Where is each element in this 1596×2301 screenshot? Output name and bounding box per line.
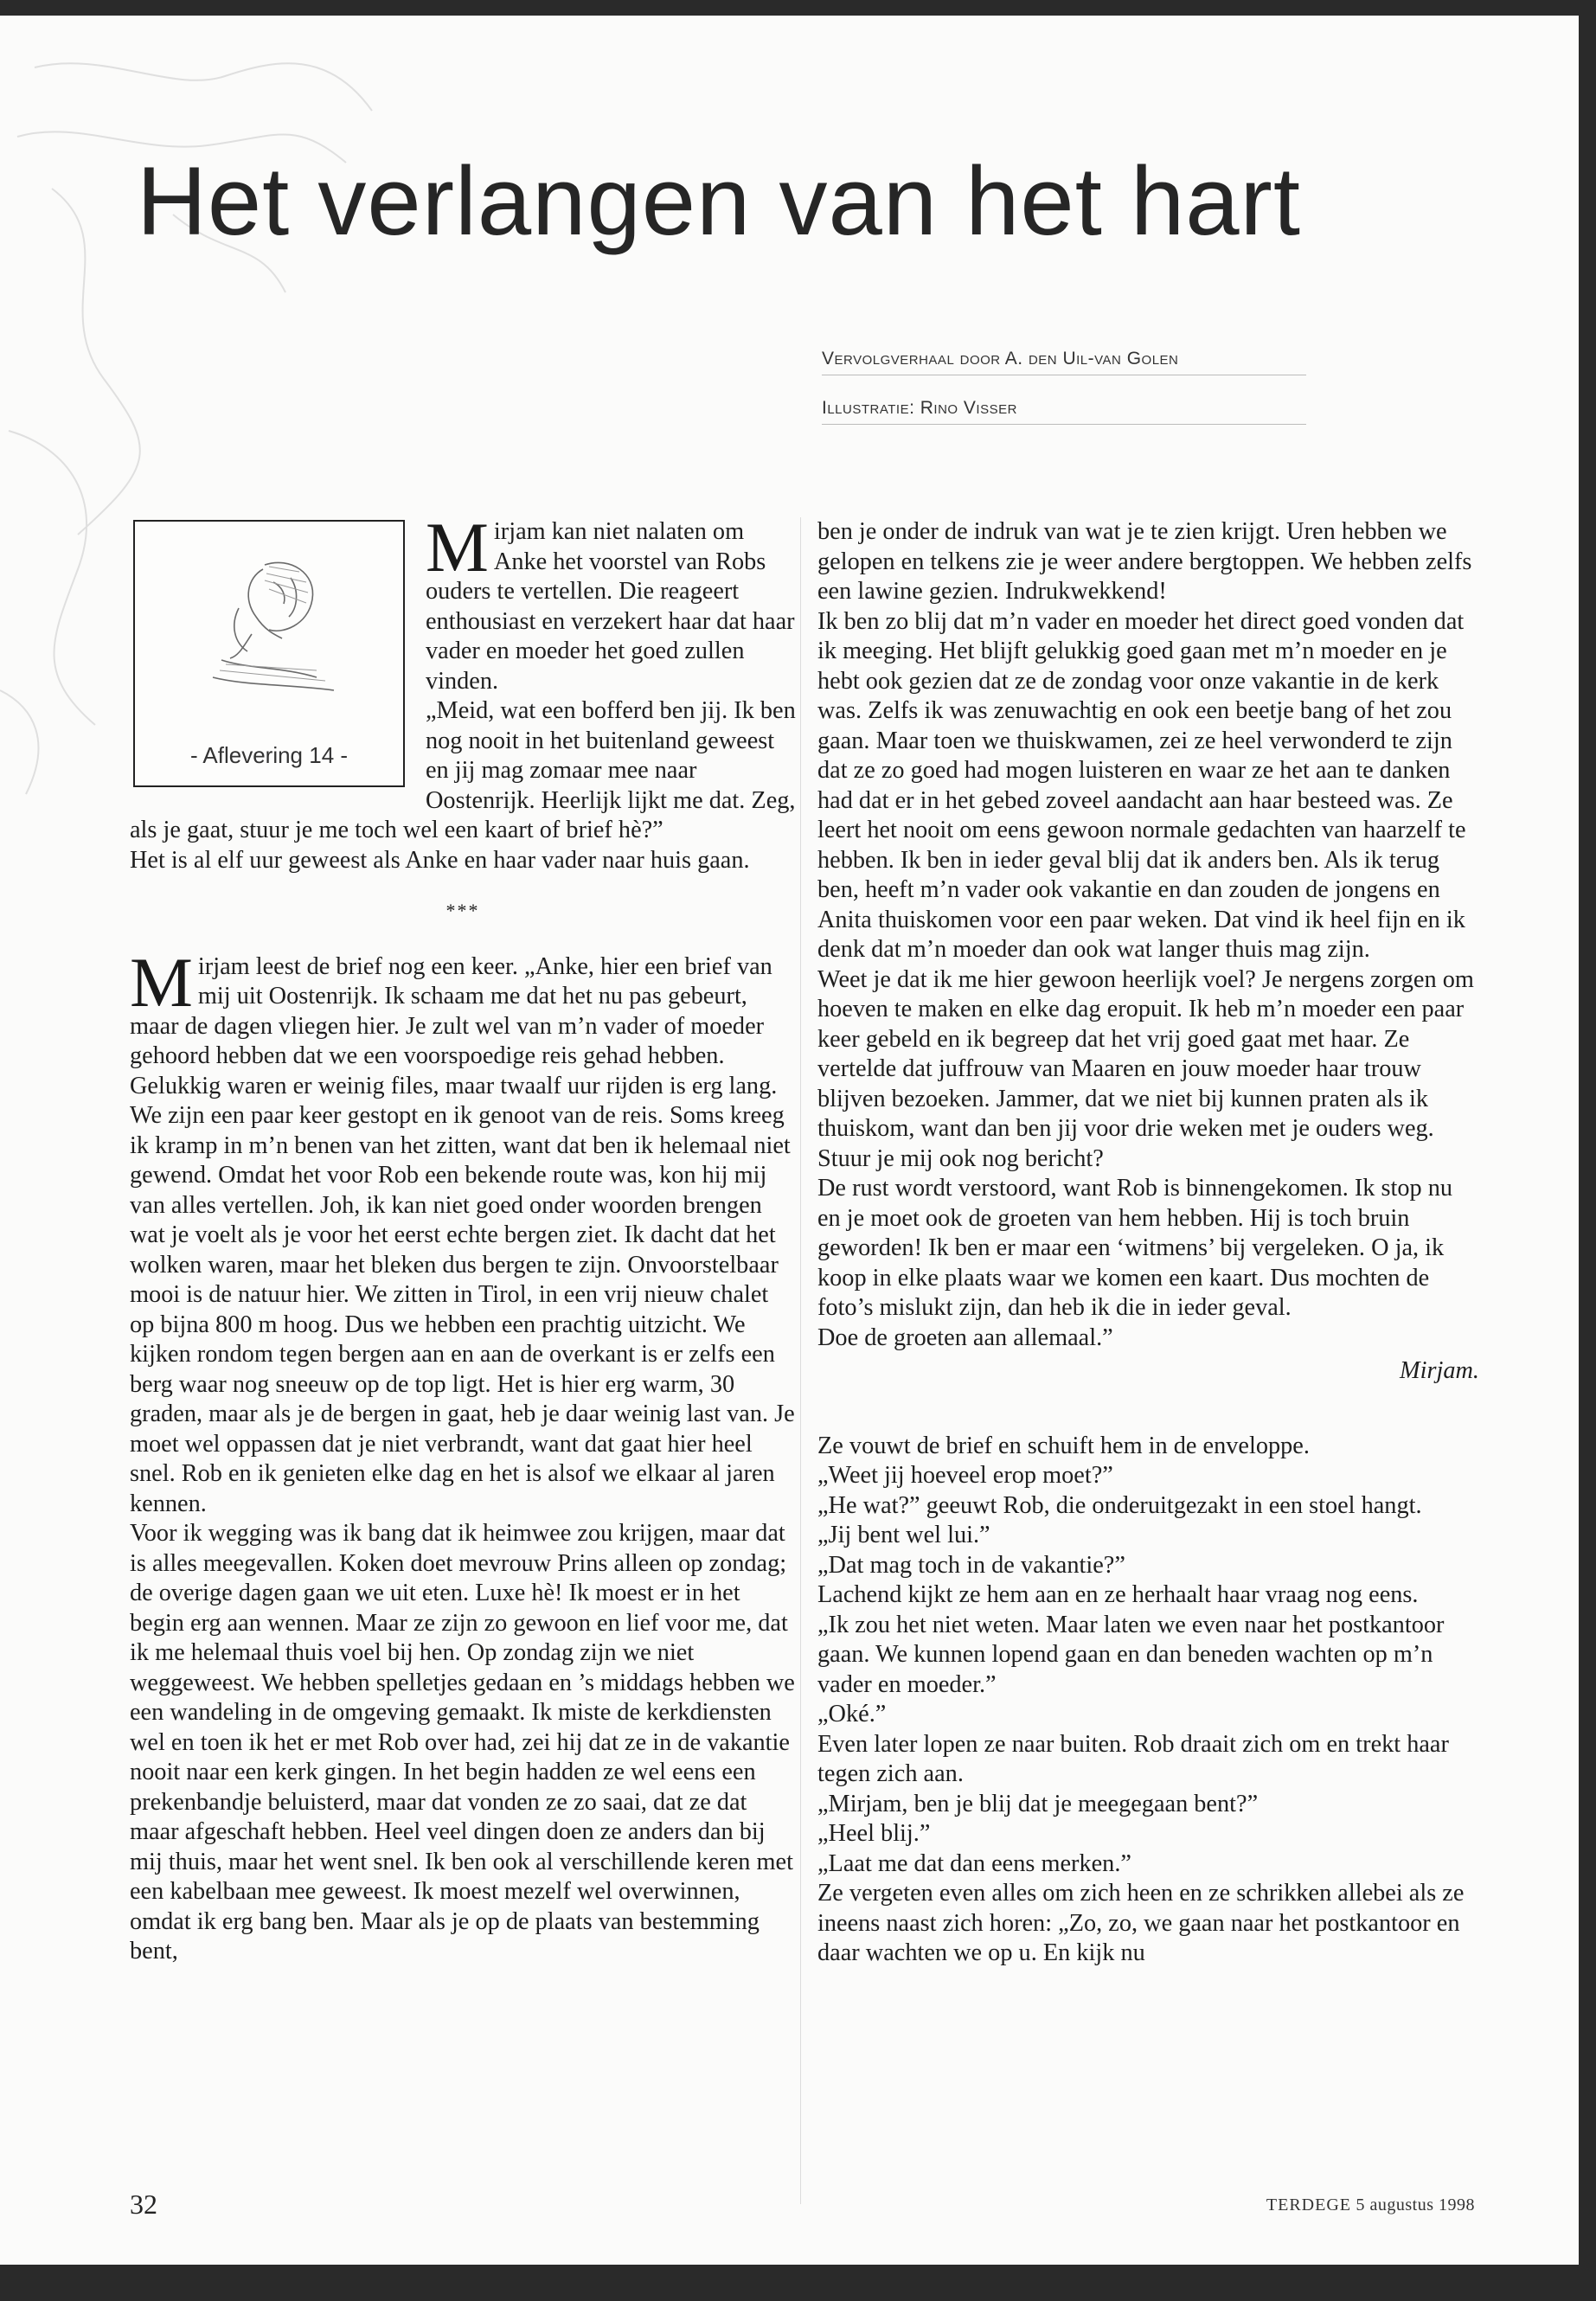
paragraph: Ze vergeten even alles om zich heen en ze schrikken allebei als ze ineens naast zich horen: „Zo, zo, we gaan naar het postkantoor en daar wachten we op u. En kijk nu	[817, 1880, 1465, 1966]
section-separator: ***	[445, 900, 480, 921]
author-credit	[822, 349, 1306, 375]
paragraph: „Meid, wat een bofferd ben jij. Ik ben nog nooit in het buitenland geweest en jij mag zomaar mee naar Oostenrijk. Heerlijk lijkt me dat. Zeg, als je gaat, stuur je me toch wel een kaart of brief hè?”	[130, 697, 796, 843]
paragraph: „He wat?” geeuwt Rob, die onderuitgezakt in een stoel hangt.	[817, 1491, 1422, 1519]
paragraph: „Ik zou het niet weten. Maar laten we even naar het postkantoor gaan. We kunnen lopend gaan en dan beneden wachten op m’n vader en moeder.”	[817, 1611, 1445, 1698]
dropcap-m: M	[426, 508, 489, 586]
letter-paragraph	[130, 942, 796, 1520]
paragraph: „Oké.”	[817, 1701, 887, 1727]
paragraph: „Heel blij.”	[817, 1820, 931, 1847]
magazine-name: TERDEGE	[1266, 2195, 1351, 2214]
episode-label: - Aflevering 14 -	[189, 741, 349, 768]
paragraph: Even later lopen ze naar buiten. Rob draait zich om en trekt haar tegen zich aan.	[817, 1730, 1449, 1787]
article-title: Het verlangen van het hart	[137, 147, 1301, 255]
paragraph: Ze vouwt de brief en schuift hem in de enveloppe.	[817, 1432, 1310, 1459]
intro-text: irjam kan niet nalaten om Anke het voorstel van Robs ouders te vertellen. Die reageert enthousiast en verzekert haar dat haar vader en moeder het goed zullen vinden.	[426, 518, 795, 695]
paragraph: Ik ben zo blij dat m’n vader en moeder het direct goed vonden dat ik meeging. Het blijft gelukkig goed gaan met m’n moeder en je hebt ook gezien dat ze de zondag voor onze vakantie in de kerk was. Zelfs ik was zenuwachtig en ook een beetje bang of het zou gaan. Maar toen we thuiskwamen, zei ze heel verwonderd te zijn dat ze zo goed had mogen luisteren en waar ze het aan te danken had dat er in het gebed zoveel aandacht aan haar besteed was. Ze leert het nooit om eens gewoon normale gedachten van haarzelf te hebben. Ik ben in ieder geval blij dat ik anders ben. Als ik terug ben, heeft m’n vader ook vakantie en dan zouden de jongens en Anita thuiskomen voor een paar weken. Dat vind ik heel fijn en ik denk dat m’n moeder dan ook wat langer thuis mag zijn.	[817, 607, 1466, 963]
paragraph: „Laat me dat dan eens merken.”	[817, 1849, 1131, 1877]
girl-sketch-illustration	[187, 548, 351, 712]
paragraph: Voor ik wegging was ik bang dat ik heimwee zou krijgen, maar dat is alles meegevallen. Koken doet mevrouw Prins alleen op zondag; de overige dagen gaan we uit eten. Luxe hè! Ik moest er in het begin erg aan wennen. Maar ze zijn zo gewoon en lief voor me, dat ik me helemaal thuis voel bij hen. Op zondag zijn we niet weggeweest. We hebben spelletjes gedaan en ’s middags hebben we een wandeling in de omgeving gemaakt. Ik miste de kerkdiensten wel en toen ik het er met Rob over had, zei hij dat ze in de vakantie nooit naar een kerk gingen. In het begin hadden ze wel eens een prekenbandje beluisterd, maar dat vonden ze zo saai, dat ze dat maar afgeschaft hebben. Heel veel dingen doen ze anders dan bij mij thuis, maar het went snel. Ik ben ook al verschillende keren met een kabelbaan mee geweest. Ik moest mezelf wel overwinnen, omdat ik erg bang ben. Maar als je op de plaats van bestemming bent,	[130, 1520, 795, 1965]
paragraph: „Weet jij hoeveel erop moet?”	[817, 1462, 1113, 1489]
illustration-credit	[822, 398, 1306, 425]
paragraph: Doe de groeten aan allemaal.”	[817, 1324, 1113, 1351]
episode-inset	[133, 520, 405, 787]
dropcap-m: M	[130, 942, 193, 1022]
paragraph: Lachend kijkt ze hem aan en ze herhaalt haar vraag nog eens.	[817, 1581, 1419, 1608]
left-column	[130, 508, 796, 1967]
publication-info	[1266, 2195, 1475, 2215]
paragraph: „Mirjam, ben je blij dat je meegegaan bent?”	[817, 1790, 1259, 1817]
author-credit-text: Vervolgverhaal door A. den Uil-van Golen	[822, 349, 1179, 369]
paragraph: „Jij bent wel lui.”	[817, 1522, 990, 1548]
column-divider	[800, 517, 801, 2204]
letter-text: irjam leest de brief nog een keer. „Anke, hier een brief van mij uit Oostenrijk. Ik schaam me dat het nu pas gebeurt, maar de dagen vliegen hier. Je zult wel van m’n vader of moeder gehoord hebben dat we een voorspoedige reis gehad hebben. Gelukkig waren er weinig files, maar twaalf uur rijden is erg lang. We zijn een paar keer gestopt en ik genoot van de reis. Soms kreeg ik kramp in m’n benen van het zitten, want dat ben ik helemaal niet gewend. Omdat het voor Rob een bekende route was, kon hij mij van alles vertellen. Joh, ik kan niet goed onder woorden brengen wat je voelt als je voor het eerst echte bergen ziet. Ik dacht dat het wolken waren, maar het bleken dus bergen te zijn. Onvoorstelbaar mooi is de natuur hier. We zitten in Tirol, in een vrij nieuw chalet op bijna 800 m hoog. Dus we hebben een prachtig uitzicht. We kijken rondom tegen bergen aan en aan de overkant is er zelfs een berg waar nog sneeuw op de top ligt. Het is hier erg warm, 30 graden, maar als je de bergen in gaat, heb je daar weinig last van. Je moet wel oppassen dat je niet verbrandt, want dat gaat hier heel snel. Rob en ik genieten elke dag en het is alsof we elkaar al jaren kennen.	[130, 952, 795, 1517]
paragraph: Het is al elf uur geweest als Anke en haar vader naar huis gaan.	[130, 846, 750, 874]
illustration-credit-text: Illustratie: Rino Visser	[822, 398, 1017, 418]
paragraph: „Dat mag toch in de vakantie?”	[817, 1551, 1125, 1579]
magazine-page	[0, 16, 1579, 2265]
spacer	[817, 1387, 1479, 1432]
issue-date: 5 augustus 1998	[1356, 2195, 1475, 2214]
paragraph: Weet je dat ik me hier gewoon heerlijk voel? Je nergens zorgen om hoeven te maken en elke dag eropuit. Ik heb m’n moeder een paar keer gebeld en ik begreep dat het vrij goed gaat met haar. Ze vertelde dat juffrouw van Maaren en jouw moeder haar trouw blijven bezoeken. Jammer, dat we niet bij kunnen praten als ik thuiskom, want dan ben jij voor drie weken met je ouders weg. Stuur je mij ook nog bericht?	[817, 965, 1474, 1172]
paragraph: ben je onder de indruk van wat je te zien krijgt. Uren hebben we gelopen en telkens zie je weer andere bergtoppen. We hebben zelfs een lawine gezien. Indrukwekkend!	[817, 518, 1472, 605]
letter-signature: Mirjam.	[1400, 1357, 1479, 1384]
right-column	[817, 517, 1479, 1969]
page-number: 32	[130, 2189, 157, 2220]
paragraph: De rust wordt verstoord, want Rob is binnengekomen. Ik stop nu en je moet ook de groeten van hem hebben. Hij is toch bruin geworden! Ik ben er maar een ‘witmens’ bij vergeleken. O ja, ik koop in elke plaats waar we komen een kaart. Dus mochten de foto’s mislukt zijn, dan heb ik die in ieder geval.	[817, 1175, 1453, 1321]
